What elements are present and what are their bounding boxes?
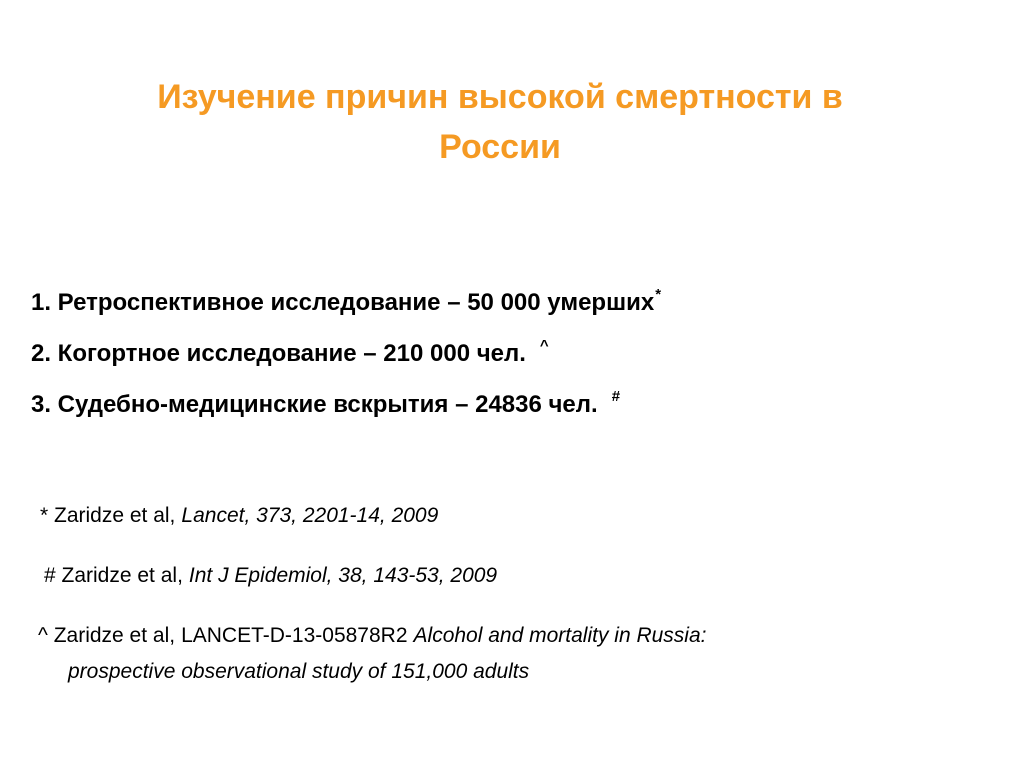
reference-journal: Int J Epidemiol, 38, 143-53, 2009 [188,564,498,587]
study-item-text: 2. Когортное исследование – 210 000 чел. [31,340,526,367]
study-item-text: 3. Судебно-медицинские вскрытия – 24836 чел. [31,391,598,418]
footnote-mark: ^ [539,337,549,354]
footnote-mark: * [655,286,662,303]
study-item-text: 1. Ретроспективное исследование – 50 000 умерших [31,289,655,316]
slide-title [60,72,940,172]
reference-alcohol-mortality-continuation [68,658,529,686]
slide-title-line-2: России [439,128,561,166]
footnote-mark: # [611,388,621,405]
reference-manuscript-code: LANCET-D-13-05878R2 [181,624,408,647]
reference-authors: ^ Zaridze et al, [38,624,176,647]
study-item-retrospective [31,288,981,318]
reference-epidemiol [44,562,497,590]
reference-authors: # Zaridze et al, [44,564,183,587]
study-item-autopsy [31,390,981,420]
reference-lancet [40,502,438,530]
slide-title-line-1: Изучение причин высокой смертности в [157,78,843,116]
reference-journal: Alcohol and mortality in Russia: [413,624,707,647]
reference-journal: Lancet, 373, 2201-14, 2009 [181,504,439,527]
reference-title-continuation: prospective observational study of 151,000 adults [68,660,530,683]
reference-alcohol-mortality [38,622,706,650]
reference-authors: * Zaridze et al, [40,504,176,527]
study-list [31,288,981,441]
study-item-cohort [31,339,981,369]
